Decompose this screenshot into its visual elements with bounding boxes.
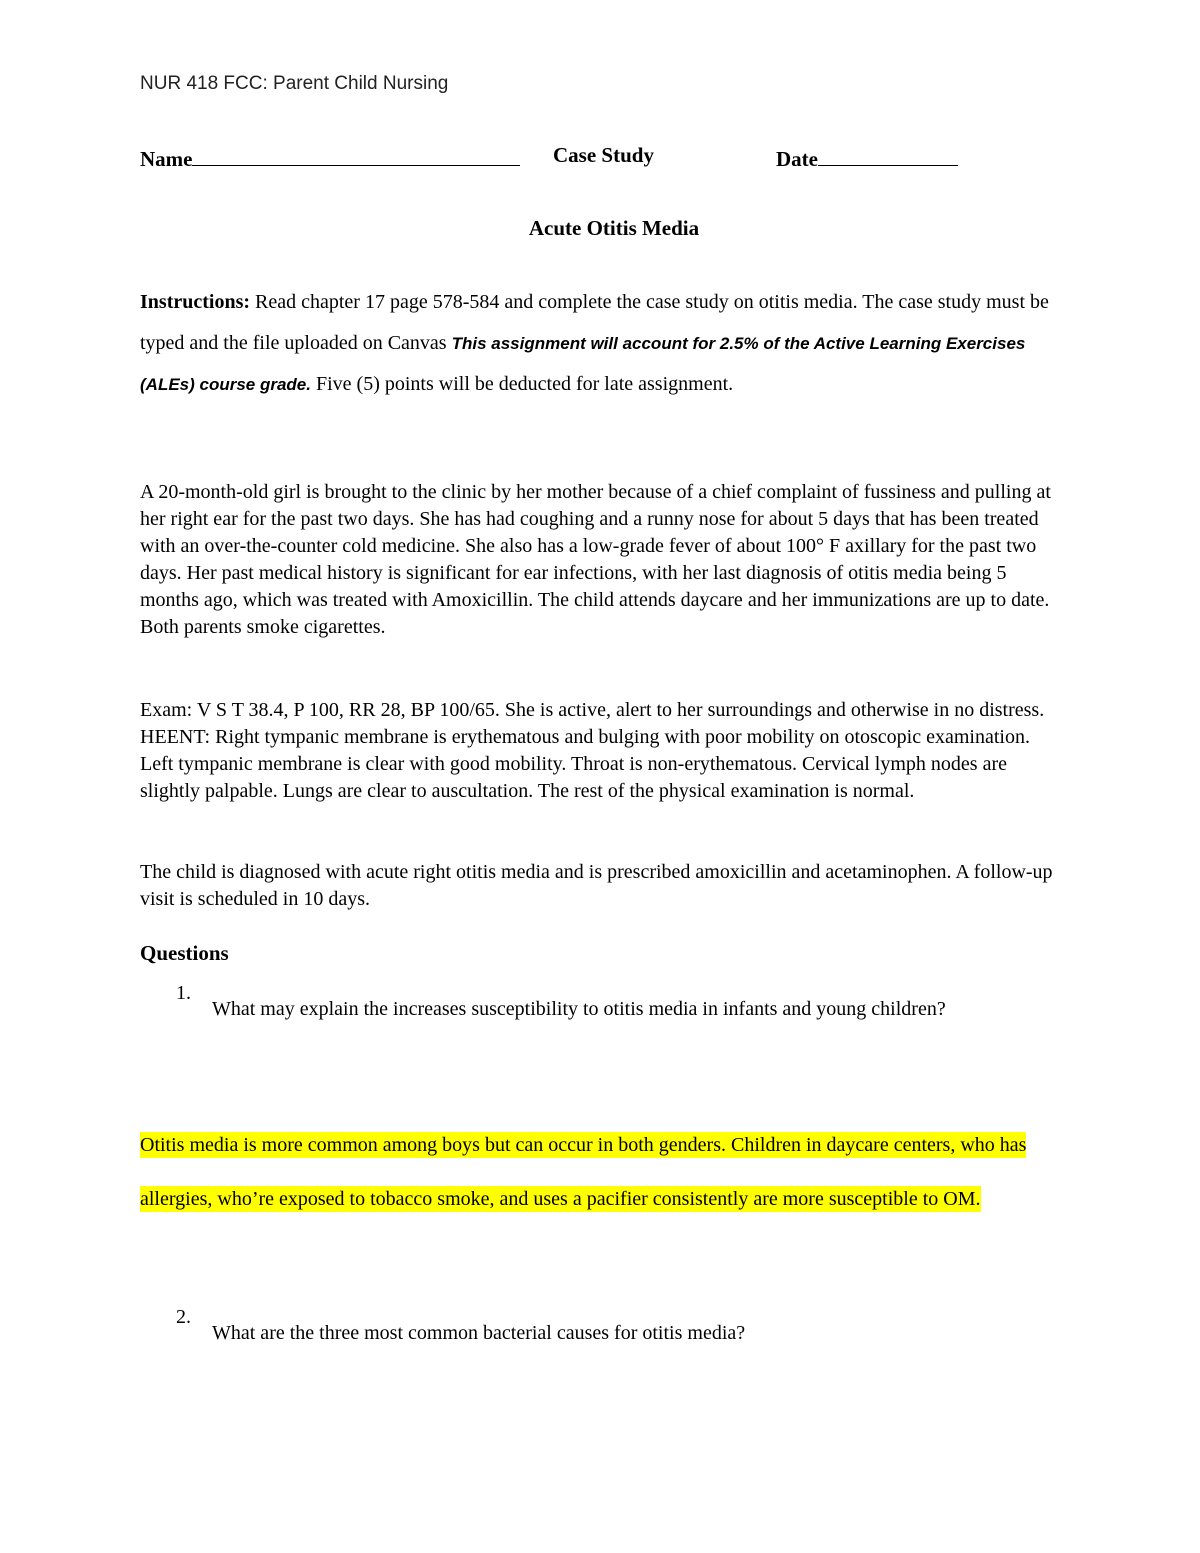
exam-paragraph: Exam: V S T 38.4, P 100, RR 28, BP 100/65. She is active, alert to her surroundings and otherwise in no distress. HEENT: Right tympanic membrane is erythematous and bulging with poor mobility on otoscopic examination. Left tympanic membrane is clear with good mobility. Throat is non-erythematous. Cervical lymph nodes are slightly palpable. Lungs are clear to auscultation. The rest of the physical examination is normal. xyxy=(140,699,1045,802)
answer-1 xyxy=(140,1118,1070,1226)
name-label: Name xyxy=(140,147,193,171)
instructions-paragraph xyxy=(140,282,1070,405)
instructions-text-1: Read chapter 17 page 578-584 and complete the case study on otitis media. The case study must be typed and the file uploaded on Canvas xyxy=(140,291,1049,354)
question-item xyxy=(140,1306,1040,1361)
course-header: NUR 418 FCC: Parent Child Nursing xyxy=(140,73,449,94)
question-text: What are the three most common bacterial causes for otitis media? xyxy=(212,1322,746,1344)
case-paragraph: A 20-month-old girl is brought to the clinic by her mother because of a chief complaint of fussiness and pulling at her right ear for the past two days. She has had coughing and a runny nose for about 5 days that has been treated with an over-the-counter cold medicine. She also has a low-grade fever of about 100° F axillary for the past two days. Her past medical history is significant for ear infections, with her last diagnosis of otitis media being 5 months ago, which was treated with Amoxicillin. The child attends daycare and her immunizations are up to date. Both parents smoke cigarettes. xyxy=(140,481,1051,638)
instructions-emphasis: This assignment will account for 2.5% of the Active Learning Exercises (ALEs) course grade. xyxy=(140,334,1026,394)
date-label: Date xyxy=(776,147,818,171)
case-study-label: Case Study xyxy=(553,143,654,167)
instructions-text-2: Five (5) points will be deducted for late assignment. xyxy=(311,373,734,395)
date-blank xyxy=(818,143,958,166)
document-title: Acute Otitis Media xyxy=(528,216,700,240)
name-blank xyxy=(192,143,520,166)
form-fields-line xyxy=(140,143,1100,172)
instructions-label: Instructions: xyxy=(140,291,251,313)
questions-heading: Questions xyxy=(140,941,229,965)
date-field xyxy=(776,143,958,172)
question-text: What may explain the increases susceptibility to otitis media in infants and young children? xyxy=(212,998,946,1020)
diagnosis-paragraph: The child is diagnosed with acute right otitis media and is prescribed amoxicillin and acetaminophen. A follow-up visit is scheduled in 10 days. xyxy=(140,861,1053,910)
question-number: 1. xyxy=(176,982,191,1004)
question-number: 2. xyxy=(176,1306,191,1328)
question-item xyxy=(140,982,1040,1092)
highlighted-answer-text: Otitis media is more common among boys but can occur in both genders. Children in daycare centers, who has allergies, who’re exposed to tobacco smoke, and uses a pacifier consistently are more susceptible to OM. xyxy=(140,1134,1027,1210)
